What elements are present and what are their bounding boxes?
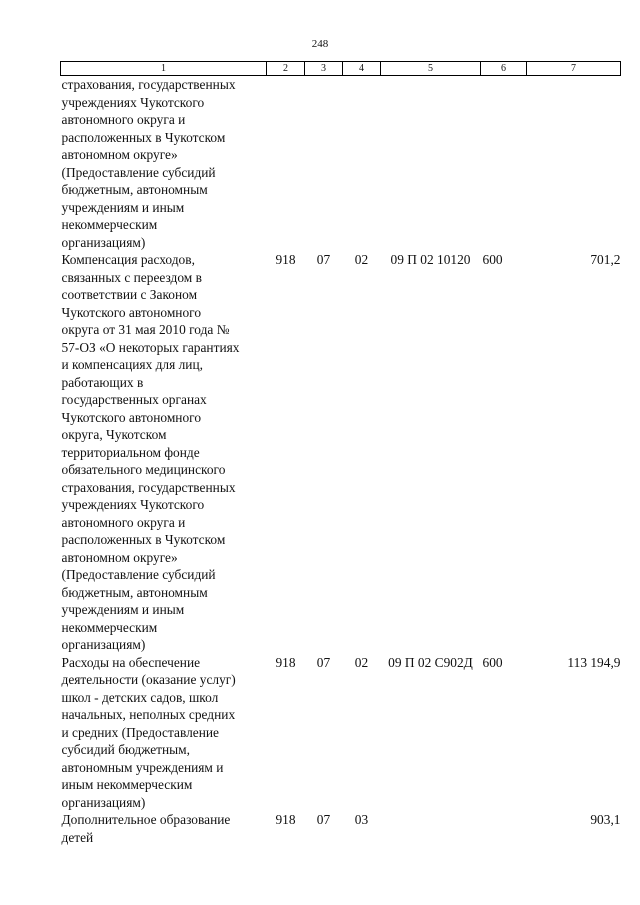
section-code	[305, 76, 343, 252]
name-line: расположенных в Чукотском	[61, 129, 226, 145]
name-line: автономным учреждениям и	[61, 759, 224, 775]
name-line: 57-ОЗ «О некоторых гарантиях	[61, 339, 240, 355]
name-line: Чукотского автономного	[61, 304, 202, 320]
name-line: связанных с переездом в	[61, 269, 202, 285]
name-line: округа от 31 мая 2010 года №	[61, 322, 230, 337]
ministry-code: 918	[275, 812, 296, 827]
table-row	[61, 251, 621, 654]
name-line: Расходы на обеспечение	[61, 654, 201, 670]
header-col-1: 1	[61, 62, 267, 76]
header-col-5: 5	[381, 62, 481, 76]
name-line: учреждениях Чукотского	[61, 497, 205, 512]
name-line: государственных органах	[61, 392, 207, 407]
name-line: субсидий бюджетным,	[61, 742, 191, 757]
name-line: организациям)	[61, 637, 146, 652]
amount: 701,2	[590, 252, 621, 267]
name-line: округа, Чукотском	[61, 427, 167, 442]
target-code: 09 П 02 С902Д	[388, 654, 473, 670]
name-line: некоммерческим	[61, 619, 158, 635]
name-line: (Предоставление субсидий	[61, 567, 216, 582]
name-line: обязательного медицинского	[61, 462, 226, 477]
subsection-code	[343, 76, 381, 252]
item-name	[61, 76, 267, 252]
ministry-code: 918	[275, 654, 296, 670]
name-line: учреждениям и иным	[61, 602, 185, 617]
expense-type-code: 600	[482, 252, 503, 267]
expense-type-code: 600	[482, 654, 503, 670]
header-col-6: 6	[481, 62, 527, 76]
item-name	[61, 654, 267, 812]
name-line: страхования, государственных	[61, 77, 236, 92]
expense-type-code	[481, 811, 527, 846]
amount	[527, 76, 621, 252]
name-line: бюджетным, автономным	[61, 584, 208, 600]
target-code	[381, 811, 481, 846]
target-code	[381, 76, 481, 252]
name-line: бюджетным, автономным	[61, 182, 208, 197]
name-line: некоммерческим	[61, 217, 158, 232]
ministry-code: 918	[275, 252, 296, 267]
name-line: детей	[61, 829, 94, 845]
subsection-code: 03	[354, 812, 369, 827]
table-row	[61, 811, 621, 846]
name-line: организациям)	[61, 234, 146, 250]
section-code: 07	[316, 654, 331, 670]
name-line: иным некоммерческим	[61, 777, 193, 792]
table-row	[61, 76, 621, 252]
name-line: автономного округа и	[61, 112, 186, 127]
name-line: Чукотского автономного	[61, 409, 202, 425]
name-line: Дополнительное образование	[61, 812, 231, 827]
name-line: начальных, неполных средних	[61, 707, 236, 722]
name-line: соответствии с Законом	[61, 287, 198, 302]
name-line: учреждениях Чукотского	[61, 94, 205, 110]
name-line: территориальном фонде	[61, 444, 200, 460]
item-name	[61, 251, 267, 654]
name-line: школ - детских садов, школ	[61, 689, 219, 705]
header-row	[61, 62, 621, 76]
name-line: автономном округе»	[61, 549, 178, 565]
target-code: 09 П 02 10120	[390, 252, 471, 267]
name-line: работающих в	[61, 374, 144, 390]
item-name	[61, 811, 267, 846]
name-line: учреждениям и иным	[61, 199, 185, 215]
ministry-code	[267, 76, 305, 252]
page-number: 248	[311, 38, 329, 50]
header-col-7: 7	[527, 62, 621, 76]
subsection-code: 02	[354, 654, 369, 670]
name-line: Компенсация расходов,	[61, 252, 195, 267]
budget-table	[60, 61, 621, 846]
amount: 113 194,9	[567, 654, 621, 670]
header-col-3: 3	[305, 62, 343, 76]
name-line: автономного округа и	[61, 514, 186, 530]
name-line: страхования, государственных	[61, 479, 236, 495]
subsection-code: 02	[354, 252, 369, 267]
name-line: расположенных в Чукотском	[61, 532, 226, 547]
section-code: 07	[316, 252, 331, 267]
name-line: и компенсациях для лиц,	[61, 357, 203, 372]
section-code: 07	[316, 812, 331, 827]
name-line: организациям)	[61, 794, 146, 810]
header-col-2: 2	[267, 62, 305, 76]
amount: 903,1	[590, 812, 621, 827]
name-line: и средних (Предоставление	[61, 724, 219, 740]
name-line: деятельности (оказание услуг)	[61, 672, 236, 687]
name-line: (Предоставление субсидий	[61, 164, 216, 180]
expense-type-code	[481, 76, 527, 252]
table-row	[61, 654, 621, 812]
header-col-4: 4	[343, 62, 381, 76]
name-line: автономном округе»	[61, 147, 178, 162]
